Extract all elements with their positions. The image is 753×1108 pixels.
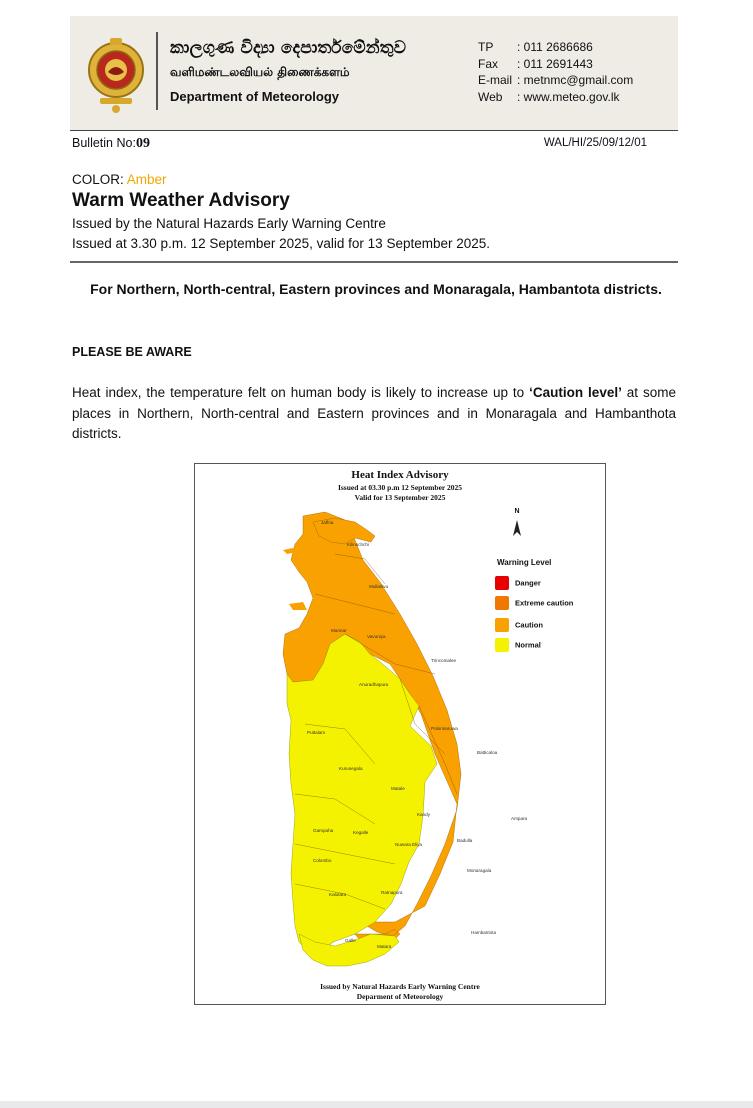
district-label: Ampara [511,816,528,821]
island-shape [289,602,307,610]
contact-fax [478,56,633,73]
bulletin-reference: WAL/HI/25/09/12/01 [543,137,647,149]
issued-by: Issued by the Natural Hazards Early Warning Centre [72,216,386,231]
map-issued: Issued at 03.30 p.m 12 September 2025 [337,483,463,492]
department-name-tamil: வளிமண்டலவியல் திணைக்களம் [170,65,350,79]
legend-swatch [495,618,509,632]
district-label: Ratnapura [381,890,403,895]
contact-value: : 011 2686686 [517,40,593,54]
advisory-body: Heat index, the temperature felt on human body is likely to increase up to ‘Caution level’ at some places in Northern, North-central and Eastern provinces and in Monaragala and Hambanthota districts. [72,385,676,441]
legend-swatch [495,576,509,590]
legend-swatch [495,638,509,652]
district-label: Jaffna [321,520,334,525]
page-bottom-edge [0,1101,753,1108]
legend-normal: Normal [495,638,541,652]
district-label: Vavuniya [367,634,386,639]
legend-danger: Danger [495,576,541,590]
contact-value: : metnmc@gmail.com [517,73,634,87]
map-valid: Valid for 13 September 2025 [354,493,446,502]
district-label: Mannar [331,628,347,633]
contact-value: : 011 2691443 [517,56,593,71]
district-label: Hambantota [471,930,497,935]
district-label: Badulla [457,838,473,843]
map-graphic [195,464,605,1004]
contact-label: TP [478,40,494,54]
district-label: Nuwara Eliya [395,842,423,847]
district-label: Kandy [417,812,431,817]
legend-extreme-caution: Extreme caution [495,596,573,610]
district-label: Monaragala [467,868,492,873]
issued-at: Issued at 3.30 p.m. 12 September 2025, valid for 13 September 2025. [72,236,491,251]
district-label: Galle [345,938,356,943]
contact-email[interactable] [478,72,633,89]
department-name-english: Department of Meteorology [170,89,340,104]
district-label: Matale [391,786,405,791]
bulletin-number: Bulletin No:09 [72,136,150,151]
district-label: Kegalle [353,830,369,835]
district-label: Anuradhapura [359,682,389,687]
contact-web[interactable] [478,89,633,106]
north-label: N [514,508,520,515]
district-label: Matara [377,944,392,949]
section-divider [70,261,678,263]
legend-title: Warning Level [497,558,552,567]
advisory-title: Warm Weather Advisory [72,190,290,211]
map-footer-department: Deparment of Meteorology [356,992,444,1001]
legend-swatch [495,596,509,610]
department-name-sinhala: කාලගුණ විද්‍යා දෙපාර්තමේන්තුව [170,38,407,58]
heat-index-map [194,463,606,1005]
district-label: Colombo [313,858,332,863]
map-title: Heat Index Advisory [351,469,449,481]
advisory-color: COLOR: Amber [72,172,167,187]
legend-caution: Caution [495,618,543,632]
header-divider [156,32,158,110]
letterhead [70,16,678,131]
sri-lanka-emblem-icon [86,32,146,116]
contact-label: Web [478,89,503,104]
district-label: Mullaitivu [369,584,389,589]
contact-label: E-mail [478,73,513,87]
district-label: Batticaloa [477,750,498,755]
district-label: Trincomalee [431,658,457,663]
contact-phone [478,39,633,56]
district-label: Kurunegala [339,766,363,771]
district-label: Polonnaruwa [431,726,458,731]
district-label: Kilinochchi [347,542,369,547]
contact-details [478,39,633,105]
north-arrow-icon [513,520,521,536]
district-label: Puttalam [307,730,326,735]
color-value: Amber [126,172,167,187]
map-footer-issuer: Issued by Natural Hazards Early Warning Centre [320,982,480,991]
affected-regions: For Northern, North-central, Eastern provinces and Monaragala, Hambantota districts. [90,281,662,297]
aware-heading: PLEASE BE AWARE [72,345,192,359]
contact-value: : www.meteo.gov.lk [517,89,620,104]
contact-label: Fax [478,56,499,71]
district-label: Gampaha [313,828,334,833]
district-label: Kalutara [329,892,347,897]
